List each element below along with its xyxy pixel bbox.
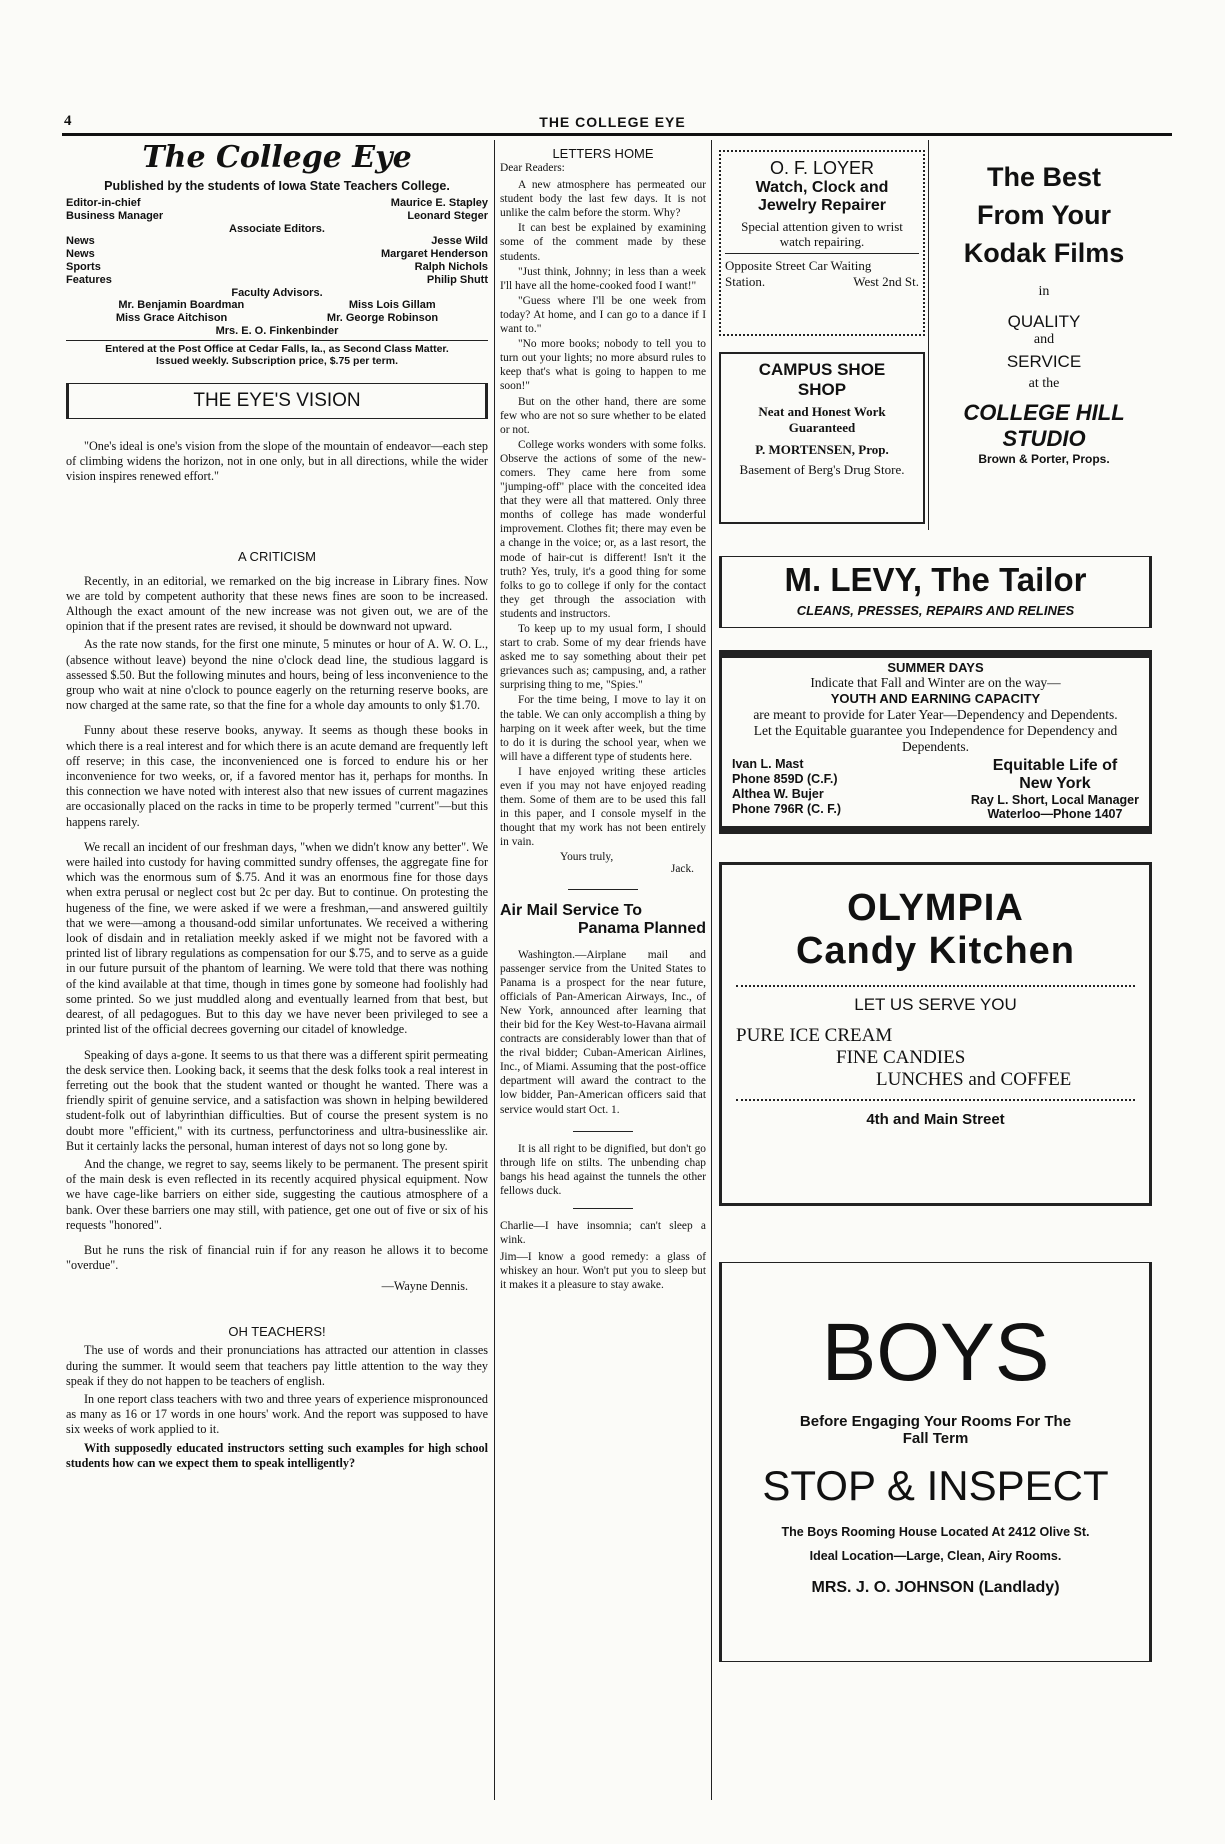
loyer-line2: Jewelry Repairer [757,197,887,214]
letters-paragraph: "Just think, Johnny; in less than a week I'll have all the home-cooked food I want!" [500,265,706,292]
teachers-paragraph: In one report class teachers with two and three years of experience mispronounced as many as 16 or 17 words in one hours' work. And the report was supposed to have six weeks of work applied to it. [66,1391,488,1437]
olympia-item1: PURE ICE CREAM [736,1025,893,1046]
boys-sub2: Fall Term [902,1430,969,1447]
shoe-name: CAMPUS SHOE [758,360,886,379]
letters-signature: Jack. [670,862,694,875]
associate-row: Sports Ralph Nichols [66,261,488,273]
equitable-line3: are meant to provide for Later Year—Dependency and Dependents. [753,707,1118,722]
studio-line1: The Best [986,162,1102,192]
airmail-heading-line1: Air Mail Service To [500,901,642,919]
boys-stop: STOP & INSPECT [762,1462,1109,1509]
associate-row: News Jesse Wild [66,235,488,247]
equitable-phone2: Phone 796R (C. F.) [732,802,842,816]
equitable-line2: YOUTH AND EARNING CAPACITY [830,691,1041,706]
page-number: 4 [64,113,72,129]
ad-olympia [719,862,1152,1206]
studio-line3: Kodak Films [963,238,1125,268]
loyer-address: Opposite Street Car Waiting [725,258,872,273]
criticism-heading: A CRITICISM [237,548,316,564]
studio-in: in [1038,284,1050,299]
advisors-row: Miss Grace Aitchison Mr. George Robinson [115,312,439,324]
equitable-company1: Equitable Life of [992,757,1118,774]
equitable-title: SUMMER DAYS [887,660,984,675]
masthead-published: Published by the students of Iowa State Teachers College. [104,179,450,193]
criticism-paragraph: Speaking of days a-gone. It seems to us that there was a different spirit permeating the desk service then. Looking back, it seems that the desk folks took a real interest in ferreting out the book that the student wanted or thought he wanted. There was a friendly spirit of genuine service, and a satisfaction was shown in helping bewildered student-folk out of labyrinthian difficulties. But of course the present system is no doubt more "efficient," with its curtness, perfunctoriness and ultra-businesslike air. But it certainly lacks the personal, human interest of days not so long gone by. [66,1047,488,1153]
criticism-paragraph: As the rate now stands, for the first one minute, 5 minutes or hour of A. W. O. L., (absence without leave) beyond the nine o'clock dead line, the studious laggard is assessed $.50. But the following minutes and hours, being of less inconvenience to the group who wait at nine o'clock to pounce eagerly on the returning reserve books, are now charged at the same rate, so that the fine for a whole day amounts to only $1.70. [66,637,488,713]
olympia-name1: OLYMPIA [847,887,1024,929]
ad-divider [928,140,929,530]
column-two [500,146,706,1295]
advisors-heading: Faculty Advisors. [231,287,323,299]
dignified-filler: It is all right to be dignified, but don't go through life on stilts. The unbending chap bangs his head against the tunnels the other fellows duck. [500,1142,706,1197]
editor-label: Editor-in-chief [66,197,141,209]
letters-paragraph: But on the other hand, there are some few who are not so sure whether to be elated or not. [500,395,706,436]
letters-paragraph: It can best be explained by examining some of the comment made by these students. [500,222,706,263]
equitable-agent1: Ivan L. Mast [732,757,804,771]
airmail-heading [500,902,706,938]
equitable-manager: Ray L. Short, Local Manager [970,793,1139,807]
ad-boys [719,1262,1152,1662]
criticism-signature: —Wayne Dennis. [381,1279,468,1294]
letters-heading: LETTERS HOME [552,146,654,161]
column-one [66,140,488,1474]
business-label: Business Manager [66,210,164,222]
shoe-prop: P. MORTENSEN, Prop. [755,442,889,457]
entry-notice: Entered at the Post Office at Cedar Falls, Ia., as Second Class Matter. [105,343,449,355]
olympia-name2: Candy Kitchen [795,930,1076,972]
loyer-name: O. F. LOYER [769,158,875,178]
masthead-title: The College Eye [142,140,412,175]
letters-paragraph: "No more books; nobody to tell you to turn out your lights; no more absurd rules to keep that's what is going to happen to me soon!" [500,338,706,393]
loyer-street: West 2nd St. [853,274,919,289]
ad-equitable [719,650,1152,834]
criticism-paragraph: We recall an incident of our freshman days, "when we didn't know any better". We were hailed into custody for having committed sundry offenses, the aggregate fine for which was the enormous sum of $.75. And it was an enormous fine for those days when extra perusal or neglect cost but 2c per day. But to continue. On protesting the hugeness of the fine, we were asked if we were a freshman,—and answered guiltily that we were—among a thousand-odd similar unfortunates. We received a withering look of disdain and in retaliation meekly asked if we might not be favored with a printed list of library regulations as compensation for our $.75, and to serve as a guide in our future pursuit of the phantom of learning. We were told that there was nothing of the kind available at that time, though in times gone by someone had foolishly had some printed. So we just muddled along and eventually learned from that best, but dearest, of all pedagogues. But to this day we have never been privileged to see a printed list of the official decrees governing our citadel of knowledge. [66,839,488,1037]
ad-levy [719,556,1152,628]
levy-name: M. LEVY, The Tailor [784,561,1087,598]
studio-service: SERVICE [1006,352,1082,371]
studio-quality: QUALITY [1007,312,1081,331]
boys-house: The Boys Rooming House Located At 2412 Olive St. [781,1525,1090,1539]
loyer-station: Station. [725,274,766,289]
associate-row: Features Philip Shutt [66,274,488,286]
subscription-notice: Issued weekly. Subscription price, $.75 per term. [156,355,398,367]
letters-greeting: Dear Readers: [500,162,565,174]
ad-studio [934,158,1154,466]
associate-row: News Margaret Henderson [66,248,488,260]
eyes-vision-box [66,383,488,419]
studio-props: Brown & Porter, Props. [978,452,1110,466]
insomnia-filler: Jim—I know a good remedy: a glass of whiskey an hour. Won't put you to sleep but it makes it a pleasure to stay awake. [500,1251,706,1292]
criticism-paragraph: And the change, we regret to say, seems likely to be permanent. The present spirit of the main desk is even reflected in its recently acquired physical equipment. Now we have cage-like barriers on either side, suggesting the cautious atmosphere of a bank. Over these barriers one may still, with patience, get one out of five or six of his requests "honored". [66,1156,488,1232]
equitable-agent2: Althea W. Bujer [732,787,824,801]
airmail-paragraph: Washington.—Airplane mail and passenger service from the United States to Panama is a prospect for the near future, officials of Pan-American Airways, Inc., of New York, announced after learning that their bid for the Key West-to-Havana airmail contracts are considerably lower than that of the rival bidder; Cuban-American Airlines, Inc., of Miami. Assuming that the post-office department will award the contract to the low bidder, Pan-American officers said that service would start Oct. 1. [500,948,706,1116]
olympia-item2: FINE CANDIES [836,1047,966,1068]
levy-tag: CLEANS, PRESSES, REPAIRS AND RELINES [796,603,1075,618]
olympia-serve: LET US SERVE YOU [854,995,1017,1014]
shoe-line1: Neat and Honest Work [758,404,886,419]
eyes-vision-quote: "One's ideal is one's vision from the slope of the mountain of endeavor—each step of climbing widens the horizon, not in one only, but in all directions, while the wider vision inspires renewed effort." [66,439,488,484]
ad-campus-shoe [719,352,925,524]
studio-name2: STUDIO [1002,426,1086,451]
insomnia-filler: Charlie—I have insomnia; can't sleep a wink. [500,1220,706,1247]
shoe-line2: Guaranteed [788,420,856,435]
ad-loyer [719,150,925,336]
equitable-line4: Let the Equitable guarantee you Independence for Dependency and Dependents. [753,723,1118,754]
business-name: Leonard Steger [407,210,488,222]
teachers-paragraph: The use of words and their pronunciations has attracted our attention in classes during the summer. It would seem that teachers pay little attention to the way they speak if they do not happen to be teachers of english. [66,1343,488,1388]
advisors-row: Mr. Benjamin Boardman Miss Lois Gillam [118,299,436,311]
masthead-editor-row [66,197,488,210]
shoe-name-2: SHOP [797,380,847,399]
letters-paragraph: A new atmosphere has permeated our student body the last few days. It is not unlike the calm before the storm. Why? [500,179,706,220]
shoe-address: Basement of Berg's Drug Store. [739,462,905,477]
studio-at: at the [1028,376,1060,391]
letters-paragraph: For the time being, I move to lay it on the table. We can only accomplish a thing by harping on it week after week, but the time to do it is during the school year, when we will have a different type of students here. [500,694,706,763]
criticism-paragraph: Funny about these reserve books, anyway. It seems as though these books in which there is a real interest and for which there is an acute demand are frequently left off reserve; in this case, the inconvenienced one is forced to endure his or her inconvenience for two weeks, or, if a favored mentor has it, perhaps for months. In this connection we have noted with interest also that new issues of current magazines are occasionally placed on the racks in time to be properly termed "current"—but this happens rarely. [66,723,488,829]
loyer-special: Special attention given to wrist watch repairing. [741,219,903,249]
editor-name: Maurice E. Stapley [390,197,488,209]
loyer-line1: Watch, Clock and [755,179,889,196]
equitable-phone: Waterloo—Phone 1407 [987,807,1123,821]
advisors-row: Mrs. E. O. Finkenbinder [215,325,339,337]
letters-paragraph: To keep up to my usual form, I should start to crab. Some of my dear friends have asked me to say something about their pet grievances such as; campusing, and, a rather surprising thing to me, "Spies." [500,623,706,692]
running-head: THE COLLEGE EYE [539,114,686,130]
teachers-heading: OH TEACHERS! [228,1324,326,1340]
eyes-vision-heading: THE EYE'S VISION [193,390,361,411]
column-divider [494,140,495,1800]
letters-paragraph: "Guess where I'll be one week from today? At home, and I can go to a dance if I want to." [500,294,706,336]
letters-paragraph: I have enjoyed writing these articles even if you may not have enjoyed reading them. Some of them are to be used this fall in this paper, and I console myself in the thought that my work has not been entirely in vain. [500,765,706,849]
equitable-company2: New York [1019,775,1091,792]
studio-and: and [1033,332,1055,347]
header-rule [62,133,1172,136]
column-divider [711,140,712,1800]
boys-landlady: MRS. J. O. JOHNSON (Landlady) [811,1579,1060,1596]
criticism-paragraph: But he runs the risk of financial ruin if for any reason he allows it to become "overdue". [66,1242,488,1273]
airmail-heading-line2: Panama Planned [577,919,706,937]
criticism-paragraph: Recently, in an editorial, we remarked on the big increase in Library fines. Now we are told by competent authority that these news fines are soon to be increased. Although the exact amount of the new increase was not given out, we are of the opinion that if the present rates are revised, it should be downward not upward. [66,573,488,634]
associate-heading: Associate Editors. [229,223,325,235]
teachers-paragraph: With supposedly educated instructors setting such examples for high school students how can we expect them to speak intelligently? [66,1440,488,1470]
boys-headline: BOYS [821,1307,1050,1398]
equitable-line1: Indicate that Fall and Winter are on the way— [810,675,1061,690]
olympia-address: 4th and Main Street [866,1111,1005,1128]
equitable-phone1: Phone 859D (C.F.) [732,772,838,786]
studio-name1: COLLEGE HILL [963,400,1125,425]
olympia-item3: LUNCHES and COFFEE [876,1069,1072,1090]
masthead-business-row [66,210,488,223]
studio-line2: From Your [976,200,1111,230]
letters-paragraph: College works wonders with some folks. Observe the actions of some of the new-comers. They came here from some "jumping-off" place with the conceited idea that they were all that mattered. Only three months of college has made wonderful improvement. Clothes fit; there may even be a change in the voice; or, as a last resort, the mode of hair-cut is different! Isn't it the truth? Yes, truly, it's a good thing for some folks to go to college if only for the contact they get through the association with students and instructors. [500,438,706,620]
boys-sub1: Before Engaging Your Rooms For The [799,1413,1072,1430]
letters-closing: Yours truly, [560,850,614,863]
boys-ideal: Ideal Location—Large, Clean, Airy Rooms. [809,1549,1062,1563]
